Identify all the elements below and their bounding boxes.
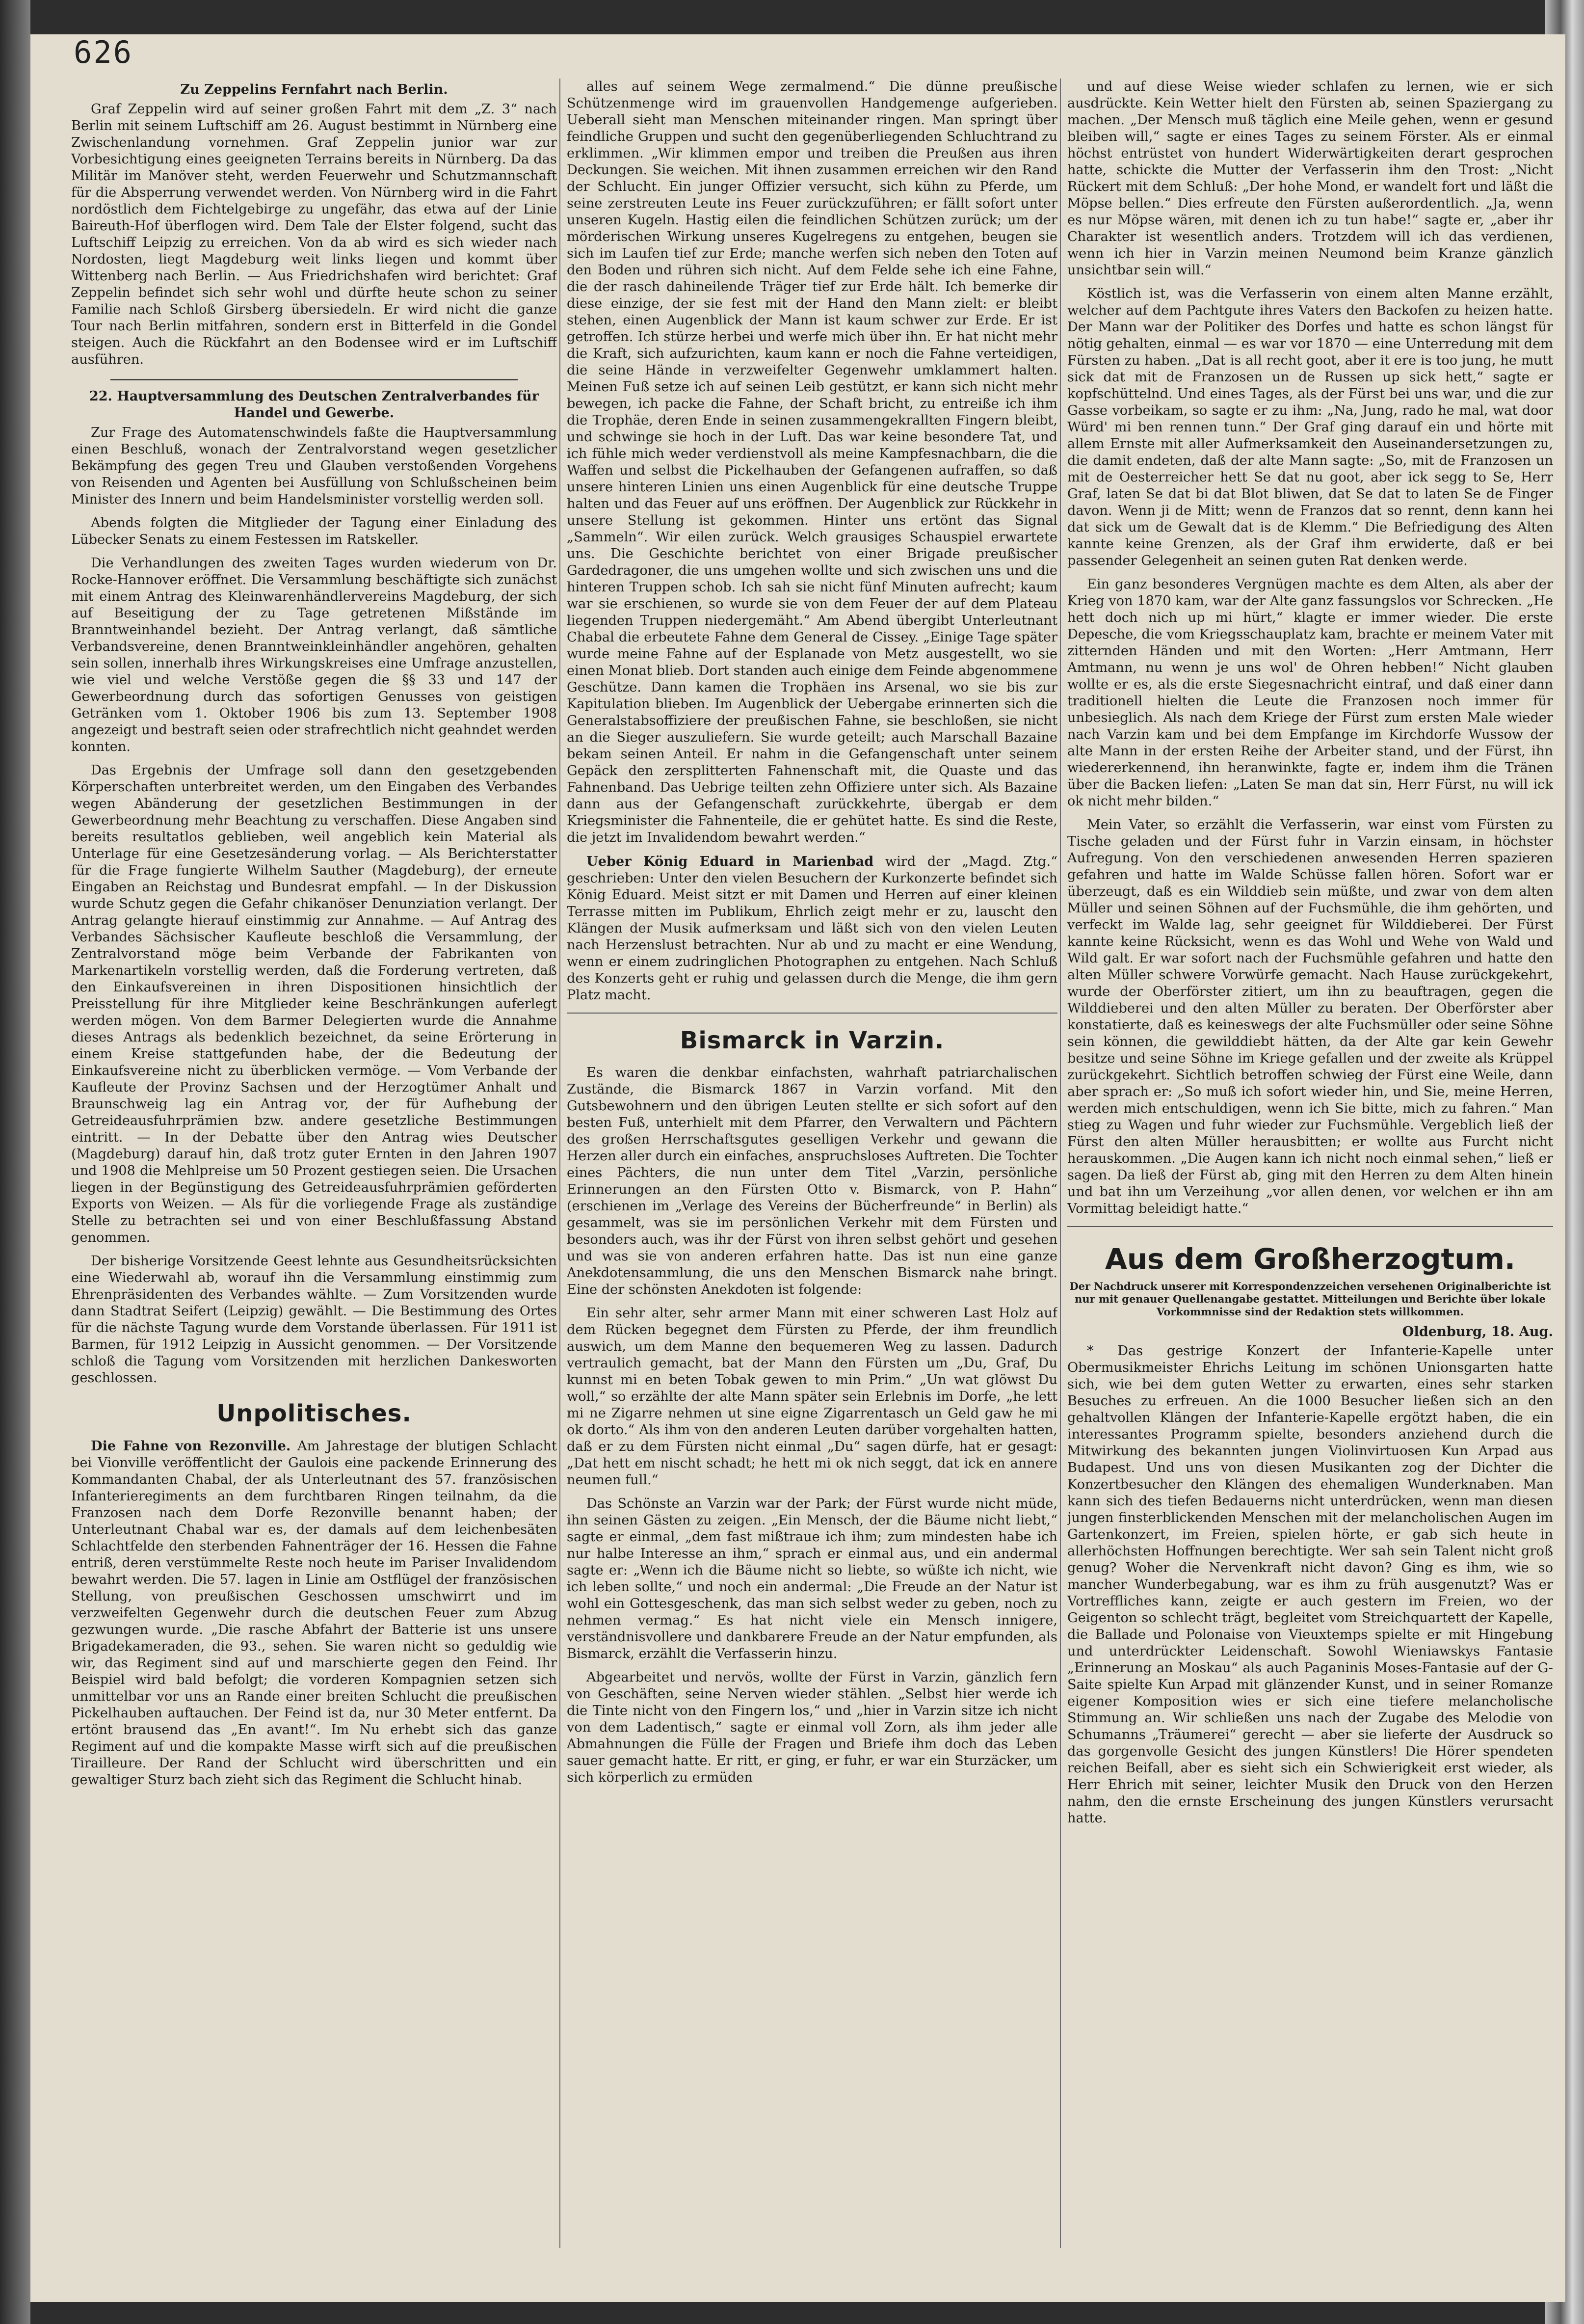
grossherzogtum-heading: Aus dem Großherzogtum. xyxy=(1105,1242,1515,1276)
reprint-notice: Der Nachdruck unserer mit Korrespondenzzeichen versehenen Originalberichte ist nur mit genauer Quellenangabe gestattet. Mitteilungen und Berichte über lokale Vorkommnisse sind der Redaktion stets willkommen. xyxy=(1069,1280,1551,1318)
dateline: Oldenburg, 18. Aug. xyxy=(1402,1324,1553,1339)
hauptversammlung-paragraph-3: Die Verhandlungen des zweiten Tages wurden wiederum von Dr. Rocke-Hannover eröffnet. Die Versammlung beschäftigte sich zunächst mit einem Antrag des Kleinwarenhändlervereins Magdeburg, der sich auf Beseitigung der zu Tage getretenen Mißstände im Branntweinhandel bezieht. Der Antrag verlangt, daß sämtliche Verbandsvereine, denen Branntweinkleinhändler angehören, gehalten sein sollen, innerhalb ihres Wirkungskreises eine Umfrage anzustellen, wie viel und welche Verstöße gegen die §§ 33 und 147 der Gewerbeordnung durch das sofortigen Genusses von geistigen Getränken vom 1. Oktober 1906 bis zum 13. September 1908 angezeigt und bestraft seien oder strafrechtlich nicht geahndet werden konnten. xyxy=(71,556,557,754)
bismarck-paragraph-1: Es waren die denkbar einfachsten, wahrhaft patriarchalischen Zustände, die Bismarck 1867 in Varzin vorfand. Mit den Gutsbewohnern und den übrigen Leuten stellte er sich sofort auf den besten Fuß, unterhielt mit dem Pfarrer, den Verwaltern und Pächtern des großen Herrschaftsgutes geselligen Verkehr und gewann die Herzen aller durch ein einfaches, anspruchsloses Auftreten. Die Tochter eines Pächters, die nun unter dem Titel „Varzin, persönliche Erinnerungen an den Fürsten Otto v. Bismarck, von P. Hahn“ (erschienen im „Verlage des Vereins der Bücherfreunde“ in Berlin) als gesammelt, was sie im persönlichen Verkehr mit dem Fürsten und besonders auch, was ihr der Fürst von ihren selbst gehört und gesehen und was sie von anderen erfahren hatte. Das ist nun eine ganze Anekdotensammlung, die uns den Menschen Bismarck nahe bringt. Eine der schönsten Anekdoten ist folgende: xyxy=(567,1065,1057,1297)
eduard-lead: Ueber König Eduard in Marienbad xyxy=(586,854,874,869)
column-3 xyxy=(1067,79,1553,2248)
article-separator xyxy=(110,379,518,380)
article-separator xyxy=(567,1013,1057,1014)
fahne-lead: Die Fahne von Rezonville. xyxy=(91,1438,291,1454)
column-rule-1 xyxy=(559,79,560,2248)
eduard-article xyxy=(567,853,1057,1004)
column-1 xyxy=(71,79,557,2248)
column-2 xyxy=(567,79,1057,2248)
zeppelin-article: Graf Zeppelin wird auf seiner großen Fahrt mit dem „Z. 3“ nach Berlin mit seinem Luftschiff am 26. August bestimmt in Nürnberg eine Zwischenlandung vornehmen. Graf Zeppelin junior war zur Vorbesichtigung eines geeigneten Terrains bereits in Nürnberg. Da das Militär im Manöver steht, werden Feuerwehr und Schutzmannschaft für die Absperrung verwendet werden. Von Nürnberg wird in die Fahrt nordöstlich dem Fichtelgebirge zu ungefähr, das etwa auf der Linie Baireuth-Hof überflogen wird. Dem Tale der Elster folgend, sucht das Luftschiff Leipzig zu erreichen. Von da ab wird es sich wieder nach Nordosten, liegt Magdeburg weit links liegen und kommt über Wittenberg nach Berlin. — Aus Friedrichshafen wird berichtet: Graf Zeppelin befindet sich sehr wohl und dürfte heute schon zu seiner Familie nach Schloß Girsberg übersiedeln. Er wird nicht die ganze Tour nach Berlin mitfahren, sondern erst in Bitterfeld in die Gondel steigen. Auch die Rückfahrt an den Bodensee wird er im Luftschiff ausführen. xyxy=(71,102,557,367)
bismarck-continuation-1: und auf diese Weise wieder schlafen zu lernen, wie er sich ausdrückte. Kein Wetter hielt den Fürsten ab, seinen Spaziergang zu machen. „Der Mensch muß täglich eine Meile gehen, wenn er gesund bleiben will,“ sagte er eines Tages zu seinem Förster. Als er einmal höchst entrüstet von hundert Widerwärtigkeiten derart gesprochen hatte, schickte die Mutter der Verfasserin ihm den Trost: „Nicht Rückert mit dem Schluß: „Der hohe Mond, er wandelt fort und läßt die Möpse bellen.“ Dies erfreute den Fürsten außerordentlich. „Ja, wenn es nur Möpse wären, mit denen ich zu tun habe!“ sagte er, „aber ihr Charakter ist wesentlich anders. Trotzdem will ich das verdienen, wenn ich hier in Varzin meinen Neumond beim Kranze gänzlich unsichtbar sein will.“ xyxy=(1067,79,1553,278)
fahne-continuation: alles auf seinem Wege zermalmend.“ Die dünne preußische Schützenmenge wird im grauenvollen Handgemenge aufgerieben. Ueberall sieht man Menschen miteinander ringen. Man springt über feindliche Gruppen und sucht den gegenüberliegenden Schluchtrand zu erklimmen. „Wir klimmen empor und treiben die Preußen aus ihren Deckungen. Sie weichen. Mit ihnen zusammen erreichen wir den Rand der Schlucht. Ein junger Offizier versucht, sich kühn zu Pferde, um seine zerstreuten Leute ins Feuer zurückzuführen; er fällt sofort unter unseren Kugeln. Hastig eilen die feindlichen Schützen zurück; um der mörderischen Wirkung unseres Kugelregens zu entgehen, beugen sie sich im Laufen tief zur Erde; manche werfen sich neben den Toten auf den Boden und rühren sich nicht. Auf dem Felde sehe ich eine Fahne, die der rasch dahineilende Träger tief zur Erde hält. Ich bemerke dir diese einzige, der sie fest mit der Hand den Mann zielt: er bleibt stehen, einen Augenblick der Mann ist kaum schwer zur Erde. Er ist getroffen. Ich stürze herbei und werfe mich über ihn. Er hat nicht mehr die Kraft, sich aufzurichten, kaum kann er noch die Fahne verteidigen, die seine Hände in verzweifelter Gegenwehr umklammert halten. Meinen Fuß setze ich auf seinen Leib gestützt, er kann sich nicht mehr bewegen, ich packe die Fahne, der Schaft bricht, zu entreiße ich ihm die Trophäe, deren Ende in seinen zusammengekrallten Fingern bleibt, und schwinge sie hoch in der Luft. Das war keine besondere Tat, und ich fühle mich weder verdienstvoll als meine Kampfesnachbarn, die die Waffen und selbst die Pickelhauben der Gefangenen aufraffen, so daß unsere hinteren Linien uns einen Augenblick für eine deutsche Truppe halten und das Feuer auf uns eröffnen. Der Augenblick zur Rückkehr in unsere Stellung ist gekommen. Hinter uns ertönt das Signal „Sammeln“. Wir eilen zurück. Welch grausiges Schauspiel erwartete uns. Die Geschichte berichtet von einer Brigade preußischer Gardedragoner, die uns umgehen wollte und sich zwischen uns und die hinteren Truppen schob. Ich sah sie nicht fünf Minuten aufrecht; kaum war sie erschienen, so wurde sie von dem Feuer der auf dem Plateau liegenden Truppen niedergemäht.“ Am Abend übergibt Unterleutnant Chabal die erbeutete Fahne dem General de Cissey. „Einige Tage später wurde meine Fahne auf der Esplanade von Metz ausgestellt, wo sie einen Monat blieb. Dort standen auch einige dem Feinde abgenommene Geschütze. Dann kamen die Trophäen ins Arsenal, wo sie bis zur Kapitulation blieben. Im Augenblick der Uebergabe erinnerten sich die Generalstabsoffiziere der preußischen Fahne, sie beschloßen, sie nicht an die Sieger auszuliefern. Sie wurde geteilt; auch Marschall Bazaine bekam seinen Anteil. Er nahm in die Gefangenschaft unter seinem Gepäck den zersplitterten Fahnenschaft mit, die Quaste und das Fahnenband. Das Uebrige teilten zehn Offiziere unter sich. Als Bazaine dann aus der Gefangenschaft zurückkehrte, übergab er dem Kriegsminister die Fahnenteile, die er gehütet hatte. Es sind die Reste, die jetzt im Invalidendom bewahrt werden.“ xyxy=(567,79,1057,845)
bismarck-paragraph-3: Das Schönste an Varzin war der Park; der Fürst wurde nicht müde, ihn seinen Gästen zu zeigen. „Ein Mensch, der die Bäume nicht liebt,“ sagte er einmal, „dem fast mißtraue ich ihm; zum mindesten habe ich nur halbe Interesse an ihm,“ sprach er einmal aus, und ein andermal sagte er: „Wenn ich die Bäume nicht so liebte, so wüßte ich nicht, wie ich leben sollte,“ und noch ein andermal: „Die Freude an der Natur ist wohl ein Gottesgeschenk, das man sich selbst weder zu geben, noch zu nehmen vermag.“ Es hat nicht viele ein Mensch innigere, verständnisvollere und dankbarere Freude an der Natur empfunden, als Bismarck, erzählt die Verfasserin hinzu. xyxy=(567,1496,1057,1661)
bismarck-continuation-2: Köstlich ist, was die Verfasserin von einem alten Manne erzählt, welcher auf dem Pachtgute ihres Vaters den Backofen zu heizen hatte. Der Mann war der Politiker des Dorfes und hatte es schon längst für nötig gehalten, einmal — es war vor 1870 — eine Unterredung mit dem Fürsten zu haben. „Dat is all recht goot, aber it ere is too jung, he mutt sick dat mit de Franzosen un de Russen up sick hett,“ sagte er kopfschüttelnd. Und eines Tages, als der Fürst bei uns war, und die zur Gasse vorbeikam, so sagte er zu ihm: „Na, Jung, rado he mal, wat door Würd' mi ben rennen tunn.“ Der Graf ging darauf ein und hörte mit allem Ernste mit aller Aufmerksamkeit den Auseinandersetzungen zu, die damit endeten, daß der alte Mann sagte: „So, mit de Franzosen un mit de Oesterreicher hett Se dat nu goot, aber ick segg to Se, Herr Graf, laten Se dat bi dat Blot bliwen, dat Se dat to laten Se de Finger davon. Wenn ji de Mitt; wenn de Franzos dat so rennt, denn kann hei dat sick um de Gewalt dat is de Klemm.“ Die Befriedigung des Alten kannte keine Grenzen, als der Graf ihm erwiderte, daß er bei passender Gelegenheit an seinen guten Rat denken werde. xyxy=(1067,286,1553,568)
left-binding-edge xyxy=(0,0,30,2324)
fahne-text: Am Jahrestage der blutigen Schlacht bei Vionville veröffentlicht der Gaulois eine packende Erinnerung des Kommandanten Chabal, der als Unterleutnant des 57. französischen Infanterieregiments an dem furchtbaren Ringen teilnahm, da die Franzosen nach dem Dorfe Rezonville benannt haben; der Unterleutnant Chabal war es, der damals auf dem leichenbesäten Schlachtfelde den sterbenden Fahnenträger der 16. Hessen die Fahne entriß, deren verstümmelte Reste noch heute im Pariser Invalidendom bewahrt werden. Die 57. lagen in Linie am Ostflügel der französischen Stellung, von preußischen Geschossen umschwirrt und im verzweifelten Gegenwehr durch die deutschen Feuer zum Abzug gezwungen wurde. „Die rasche Abfahrt der Batterie ist uns unsere Brigadekameraden, die 93., sehen. Sie waren nicht so geduldig wie wir, das Regiment sind auf und marschierte gegen den Feind. Ihr Beispiel wird bald befolgt; die vorderen Kompagnien setzen sich unmittelbar vor uns an Rande einer breiten Schlucht die preußischen Pickelhauben auftauchen. Der Feind ist da, nur 30 Meter entfernt. Da ertönt brausend das „En avant!“. Im Nu erhebt sich das ganze Regiment auf und die kompakte Masse wirft sich auf die preußischen Tirailleure. Der Rand der Schlucht wird überschritten und ein gewaltiger Sturz bach zieht sich das Regiment die Schlucht hinab. xyxy=(71,1439,557,1788)
konzert-article: * Das gestrige Konzert der Infanterie-Kapelle unter Obermusikmeister Ehrichs Leitung im schönen Unionsgarten hatte sich, wie bei dem guten Wetter zu erwarten, eines sehr starken Besuches zu erfreuen. An die 1000 Besucher ließen sich an den gehaltvollen Klängen der Infanterie-Kapelle ergötzt haben, die ein interessantes Programm spielte, besonders anziehend durch die Mitwirkung des bekannten jungen Violinvirtuosen Kun Arpad aus Budapest. Und uns von diesen Musikanten zog der Dichter die Konzertbesucher den Klängen des ehemaligen Wunderknaben. Man kann sich des tiefen Bedauerns nicht unterdrücken, wenn man diesen jungen finsterblickenden Menschen mit der melancholischen Augen im Gartenkonzert, im Freien, spielen hörte, er gab sich heute in allerhöchsten Hoffnungen berechtigte. Wer sah sein Talent nicht groß genug? Woher die Nervenkraft nicht davon? Ging es ihm, wie so mancher Wunderbegabung, war es ihm zu früh ausgenutzt? Was er Vortreffliches kann, zeigte er auch gestern im Freien, wo der Geigenton so schlecht trägt, begleitet vom Streichquartett der Kapelle, die Ballade und Polonaise von Vieuxtemps spielte er mit Hingebung und unterdrückter Leidenschaft. Sowohl Wieniawskys Fantasie „Erinnerung an Moskau“ als auch Paganinis Moses-Fantasie auf der G-Saite spielte Kun Arpad mit glänzender Kunst, und in seiner Romanze eigener Komposition wies er sich eine tiefere melancholische Stimmung an. Wir schließen uns nach der Zugabe des Melodie von Schumanns „Träumerei“ gerecht — aber sie lieferte der Ausdruck so das gorgenvolle Gesicht des jungen Künstlers! Die Hörer spendeten reichen Beifall, aber es sieht sich ein Schwierigkeit erst wieder, als Herr Ehrich mit seiner, leichter Musik den Druck von den Herzen nahm, den die ernste Erscheinung des jungen Künstlers verursacht hatte. xyxy=(1067,1343,1553,1826)
bismarck-continuation-4: Mein Vater, so erzählt die Verfasserin, war einst vom Fürsten zu Tische geladen und der Fürst fuhr in Varzin einsam, in höchster Aufregung. Von den verschiedenen anwesenden Herren spazieren gefahren und hatte im Walde Schüsse fallen hören. Sofort war er überzeugt, daß es ein Wilddieb sein müßte, und zwar von dem alten Müller und seinen Söhnen auf der Fuchsmühle, die ihm gehörten, und verfeckt im Walde lag, sehr geeignet für Wilddieberei. Der Fürst kannte keine Rücksicht, wenn es das Wohl und Wehe von Wald und Wild galt. Er war sofort nach der Fuchsmühle gefahren und hatte den alten Müller schwere Vorwürfe gemacht. Nach Hause zurückgekehrt, wurde der Oberförster zitiert, um ihn zu beauftragen, gegen die Wilddieberei und den alten Müller zu beraten. Der Oberförster aber konstatierte, daß es keineswegs der alte Fuchsmüller oder seine Söhne sein können, die gewilddiebt hätten, da der Alte gar kein Gewehr besitze und seine Söhne im Kriege gefallen und der zweite als Krüppel zurückgekehrt. Sichtlich betroffen schwieg der Fürst eine Weile, dann aber sprach er: „So muß ich sofort wieder hin, und Sie, meine Herren, werden mich entschuldigen, wenn ich Sie bitte, mich zu fahren.“ Man stieg zu Wagen und fuhr wieder zur Fuchsmühle. Vergeblich ließ der Fürst den alten Müller herausbitten; er wollte aus Furcht nicht herauskommen. „Die Augen kann ich nicht noch einmal sehen,“ ließ er sagen. Da ließ der Fürst ab, ging mit den Herren zu dem Alten hinein und bat ihn um Verzeihung „vor allen denen, vor welchen er ihn am Vormittag beleidigt hatte.“ xyxy=(1067,817,1553,1216)
eduard-text: wird der „Magd. Ztg.“ geschrieben: Unter den vielen Besuchern der Kurkonzerte befindet sich König Eduard. Meist sitzt er mit Damen und Herren auf einer kleinen Terrasse mitten im Publikum, Ehrlich zeigt mehr er zu, lauscht den Klängen der Musik aufmerksam und läßt sich von den vielen Leuten nach Herzenslust betrachten. Nur ab und zu macht er eine Wendung, wenn er einem zudringlichen Photographen zu entgehen. Nach Schluß des Konzerts geht er ruhig und gelassen durch die Menge, die ihm gern Platz macht. xyxy=(567,854,1057,1003)
unpolitisches-heading: Unpolitisches. xyxy=(216,1400,412,1427)
hauptversammlung-paragraph-4: Das Ergebnis der Umfrage soll dann den gesetzgebenden Körperschaften unterbreitet werden, um den Eingaben des Verbandes wegen Abänderung der gesetzlichen Bestimmungen in der Gewerbeordnung mehr Beachtung zu verschaffen. Diese Angaben sind bereits resultatlos geblieben, weil angeblich kein Material als Unterlage für eine Gesetzesänderung vorlag. — Als Berichterstatter für die Frage fungierte Wilhelm Sauther (Magdeburg), der erneute Eingaben an Reichstag und Bundesrat empfahl. — In der Diskussion wurde Schutz gegen die Gefahr chikanöser Denunziation verlangt. Der Antrag gelangte hierauf einstimmig zur Annahme. — Auf Antrag des Verbandes Sächsischer Kaufleute beschloß die Versammlung, der Zentralvorstand möge beim Verbande der Fabrikanten von Markenartikeln vorstellig werden, daß die Forderung vertreten, daß den Einkaufsvereinen in ihren Dispositionen hinsichtlich der Preisstellung für ihre Mitglieder keine Beschränkungen auferlegt werden mögen. Von dem Barmer Delegierten wurde die Annahme dieses Antrags als bedenklich bezeichnet, da seine Erörterung in einem Kreise stattgefunden habe, der die Bedeutung der Einkaufsvereine nicht zu überblicken vermöge. — Vom Verbande der Kaufleute der Provinz Sachsen und der Herzogtümer Anhalt und Braunschweig lag ein Antrag vor, der für Aufhebung der Getreideausfuhrprämien bzw. andere gesetzliche Bestimmungen eintritt. — In der Debatte über den Antrag wies Deutscher (Magdeburg) darauf hin, daß trotz guter Ernten in den Jahren 1907 und 1908 die Mehlpreise um 50 Prozent gestiegen seien. Die Ursachen liegen in der Begünstigung des Getreideausfuhrprämien geförderten Exports von Weizen. — Als für die vorliegende Frage als zuständige Stelle zu betrachten sei und von einer Beschlußfassung Abstand genommen. xyxy=(71,763,557,1245)
bismarck-continuation-3: Ein ganz besonderes Vergnügen machte es dem Alten, als aber der Krieg von 1870 kam, war der Alte ganz fassungslos vor Schrecken. „He hett doch nich up mi hürt,“ klagte er immer wieder. Die erste Depesche, die vom Kriegsschauplatz kam, brachte er meinem Vater mit zitternden Händen und mit den Worten: „Herr Amtmann, Herr Amtmann, nu wenn je uns wol' de Ohren hebben!“ Nicht glauben wollte er es, als die erste Siegesnachricht eintraf, und daß einer dann traditionell hielten die Leute die Franzosen noch immer für unbesieglich. Als nach dem Kriege der Fürst zum ersten Male wieder nach Varzin kam und bei dem Empfange im Kirchdorfe Wussow der alte Mann in der ersten Reihe der Arbeiter stand, und der Fürst, ihn wiedererkennend, ihn heranwinkte, fagte er, indem ihm die Tränen über die Backen liefen: „Laten Se man dat sin, Herr Fürst, nu will ick ok nicht mehr bilden.“ xyxy=(1067,577,1553,809)
page-number: 626 xyxy=(74,34,133,70)
fahne-article xyxy=(71,1438,557,1789)
bismarck-heading: Bismarck in Varzin. xyxy=(680,1027,945,1054)
section-separator xyxy=(1067,1226,1553,1227)
bismarck-paragraph-2: Ein sehr alter, sehr armer Mann mit einer schweren Last Holz auf dem Rücken begegnet dem Fürsten zu Pferde, der ihm freundlich auswich, um dem Manne den bequemeren Weg zu lassen. Dadurch vertraulich gemacht, bat der Mann den Fürsten um „Du, Graf, Du kunnst mi en beten Tobak gewen to min Prim.“ „Un wat glöwst Du woll,“ so erzählte der alte Mann später sein Erlebnis im Dorfe, „he lett mi ne Zigarre nehmen ut sine eigne Zigarrentasch un Geld gaw he mi ok dorto.“ Als ihm von den anderen Leuten darüber vorgehalten hatten, daß er zu dem Fürsten nicht einmal „Du“ sagen dürfe, hat er gesagt: „Dat hett em nischt schadt; he hett mi ok nich seggt, dat ick en annere neumen full.“ xyxy=(567,1306,1057,1488)
bismarck-paragraph-4: Abgearbeitet und nervös, wollte der Fürst in Varzin, gänzlich fern von Geschäften, seine Nerven wieder stählen. „Selbst hier werde ich die Tinte nicht von den Fingern los,“ und „hier in Varzin sitze ich nicht von dem Ladentisch,“ sagte er einmal voll Zorn, als ihm jeder alle Abmahnungen die Fülle der Fragen und Briefe ihm doch das Leben sauer gemacht hatte. Er ritt, er ging, er fuhr, er war ein Sturzäcker, um sich körperlich zu ermüden xyxy=(567,1670,1057,1785)
zeppelin-heading: Zu Zeppelins Fernfahrt nach Berlin. xyxy=(180,82,448,97)
hauptversammlung-paragraph-2: Abends folgten die Mitglieder der Tagung einer Einladung des Lübecker Senats zu einem Festessen im Ratskeller. xyxy=(71,515,557,547)
hauptversammlung-paragraph-5: Der bisherige Vorsitzende Geest lehnte aus Gesundheitsrücksichten eine Wiederwahl ab, worauf ihn die Versammlung einstimmig zum Ehrenpräsidenten des Verbandes wählte. — Zum Vorsitzenden wurde dann Stadtrat Seifert (Leipzig) gewählt. — Die Bestimmung des Ortes für die nächste Tagung wurde dem Vorstande überlassen. Für 1911 ist Barmen, für 1912 Leipzig in Aussicht genommen. — Der Vorsitzende schloß die Tagung vom Vorsitzenden mit herzlichen Dankesworten geschlossen. xyxy=(71,1254,557,1386)
hauptversammlung-heading: 22. Hauptversammlung des Deutschen Zentralverbandes für Handel und Gewerbe. xyxy=(89,389,539,421)
column-rule-2 xyxy=(1060,79,1061,2248)
hauptversammlung-paragraph-1: Zur Frage des Automatenschwindels faßte die Hauptversammlung einen Beschluß, wonach der Zentralvorstand wegen gesetzlicher Bekämpfung des gegen Treu und Glauben verstoßenden Vorgehens von Reisenden und Agenten bei Ausfüllung von Schlußscheinen beim Minister des Innern und beim Handelsminister vorstellig werden soll. xyxy=(71,425,557,507)
